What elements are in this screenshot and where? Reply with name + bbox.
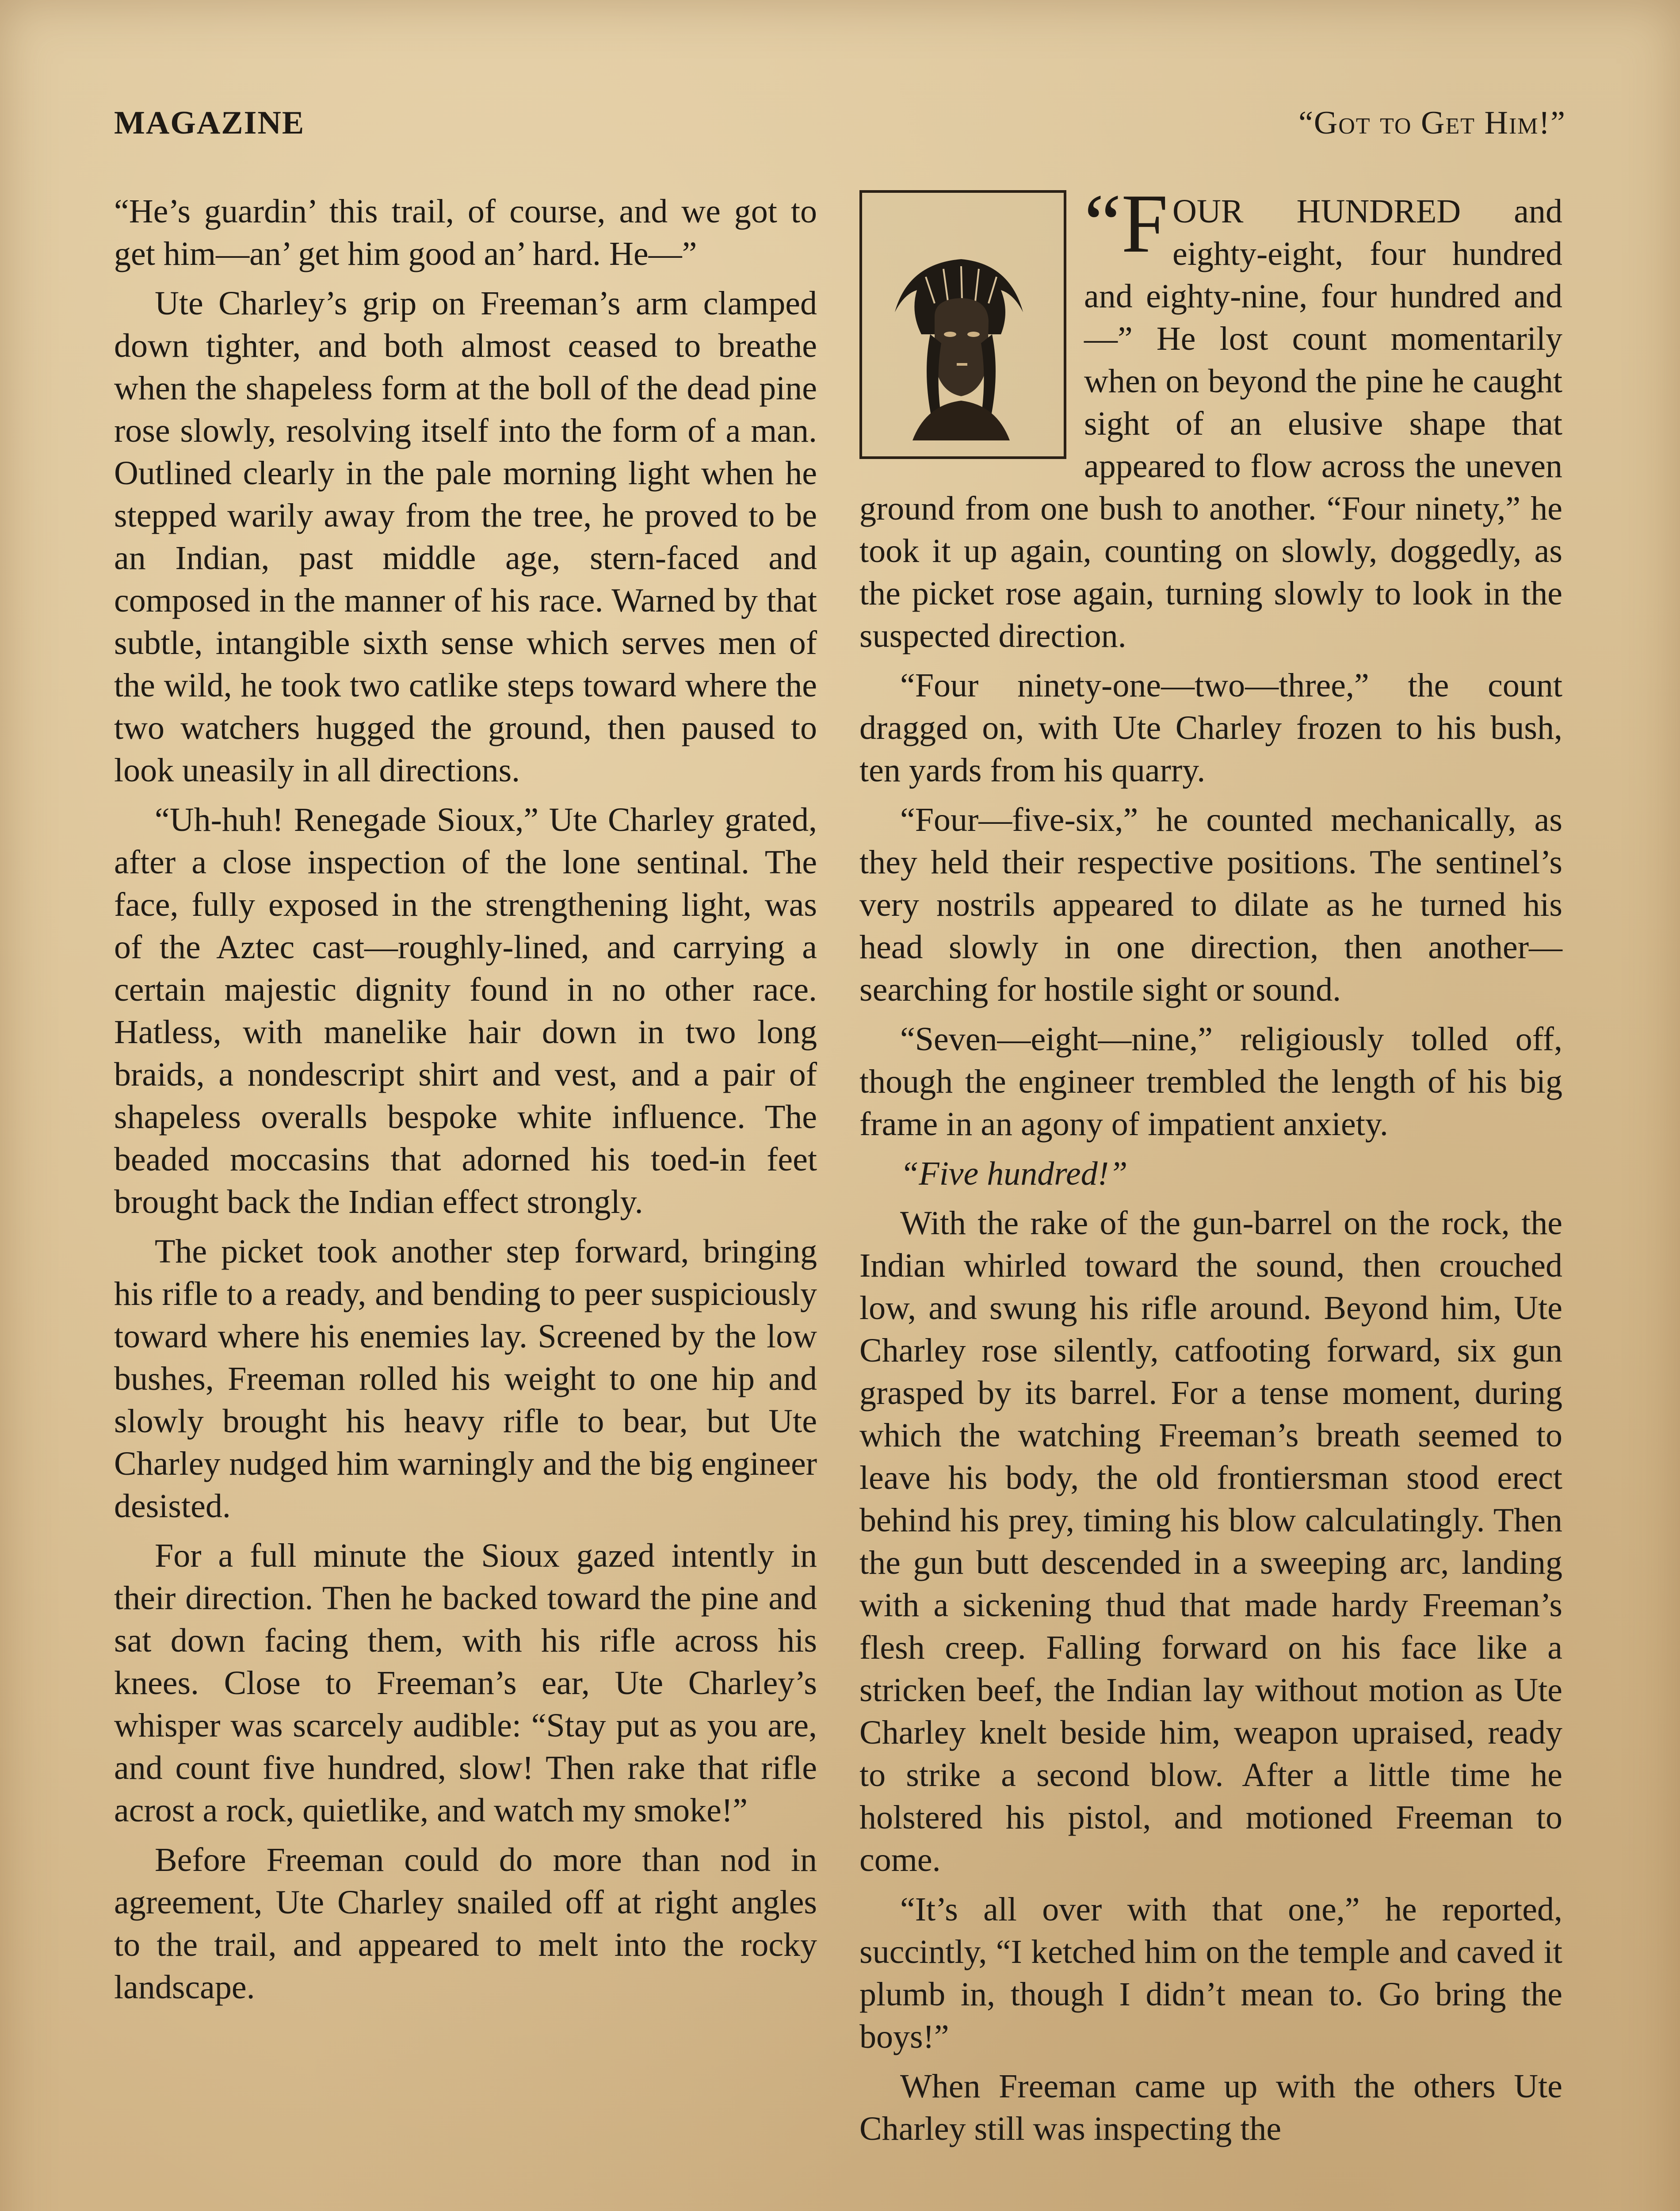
paragraph: “It’s all over with that one,” he reported, succintly, “I ketched him on the temple and caved it plumb in, though I didn’t mean to. Go bring the boys!” bbox=[859, 1891, 1562, 2055]
left-column bbox=[114, 190, 817, 2016]
running-header-right: “Got to Get Him!” bbox=[1298, 105, 1566, 141]
running-header-left: MAGAZINE bbox=[114, 105, 305, 141]
paragraph: For a full minute the Sioux gazed intently in their direction. Then he backed toward the pine and sat down facing them, with his rifle across his knees. Close to Freeman’s ear, Ute Charley’s whisper was scarcely audible: “Stay put as you are, and count five hundred, slow! Then rake that rifle acrost a rock, quietlike, and watch my smoke!” bbox=[114, 1537, 817, 1829]
drop-cap: “F bbox=[1084, 177, 1168, 270]
illustration-frame bbox=[859, 190, 1066, 459]
paragraph: “Uh-huh! Renegade Sioux,” Ute Charley grated, after a close inspection of the lone sentinal. The face, fully exposed in the strengthening light, was of the Aztec cast—roughly-lined, and carrying a certain majestic dignity found in no other race. Hatless, with manelike hair down in two long braids, a nondescript shirt and vest, and a pair of shapeless overalls bespoke white influence. The beaded moccasins that adorned his toed-in feet brought back the Indian effect strongly. bbox=[114, 801, 817, 1220]
paragraph: Before Freeman could do more than nod in agreement, Ute Charley snailed off at right angles to the trail, and appeared to melt into the rocky landscape. bbox=[114, 1841, 817, 2006]
italic-line: “Five hundred!” bbox=[900, 1155, 1128, 1192]
paragraph: The picket took another step forward, bringing his rifle to a ready, and bending to peer suspiciously toward where his enemies lay. Screened by the low bushes, Freeman rolled his weight to one hip and slowly brought his heavy rifle to bear, but Ute Charley nudged him warningly and the big engineer desisted. bbox=[114, 1233, 817, 1525]
paragraph: “Seven—eight—nine,” religiously tolled off, though the engineer trembled the length of his big frame in an agony of impatient anxiety. bbox=[859, 1021, 1562, 1143]
paragraph: “He’s guardin’ this trail, of course, and we got to get him—an’ get him good an’ hard. He—” bbox=[114, 193, 817, 272]
paragraph: “Four ninety-one—two—three,” the count dragged on, with Ute Charley frozen to his bush, ten yards from his quarry. bbox=[859, 667, 1562, 789]
paragraph: When Freeman came up with the others Ute Charley still was inspecting the bbox=[859, 2068, 1562, 2147]
right-column bbox=[859, 177, 1562, 2157]
opening-paragraph: “F OUR HUNDRED and eighty-eight, four hundred and eighty-nine, four hundred and—” He lost count momentarily when on beyond the pine he caught sight of an elusive shape that appeared to flow across the uneven ground from one bush to another. “Four ninety,” he took it up again, counting on slowly, doggedly, as the picket rose again, turning slowly to look in the suspected direction. bbox=[859, 177, 1562, 654]
paragraph: “Four—five-six,” he counted mechanically, as they held their respective positions. The sentinel’s very nostrils appeared to dilate as he turned his head slowly in one direction, then another—searching for hostile sight or sound. bbox=[859, 801, 1562, 1008]
paragraph: Ute Charley’s grip on Freeman’s arm clamped down tighter, and both almost ceased to breathe when the shapeless form at the boll of the dead pine rose slowly, resolving itself into the form of a man. Outlined clearly in the pale morning light when he stepped warily away from the tree, he proved to be an Indian, past middle age, stern-faced and composed in the manner of his race. Warned by that subtle, intangible sixth sense which serves men of the wild, he took two catlike steps toward where the two watchers hugged the ground, then paused to look uneasily in all directions. bbox=[114, 285, 817, 789]
indian-portrait-icon bbox=[868, 246, 1054, 440]
paragraph: With the rake of the gun-barrel on the rock, the Indian whirled toward the sound, then crouched low, and swung his rifle around. Beyond him, Ute Charley rose silently, catfooting forward, six gun grasped by its barrel. For a tense moment, during which the watching Freeman’s breath seemed to leave his body, the old frontiersman stood erect behind his prey, timing his blow calculatingly. Then the gun butt descended in a sweeping arc, landing with a sickening thud that made hardy Freeman’s flesh creep. Falling forward on his face like a stricken beef, the Indian lay without motion as Ute Charley knelt beside him, weapon upraised, ready to strike a second blow. After a little time he holstered his pistol, and motioned Freeman to come. bbox=[859, 1205, 1562, 1878]
